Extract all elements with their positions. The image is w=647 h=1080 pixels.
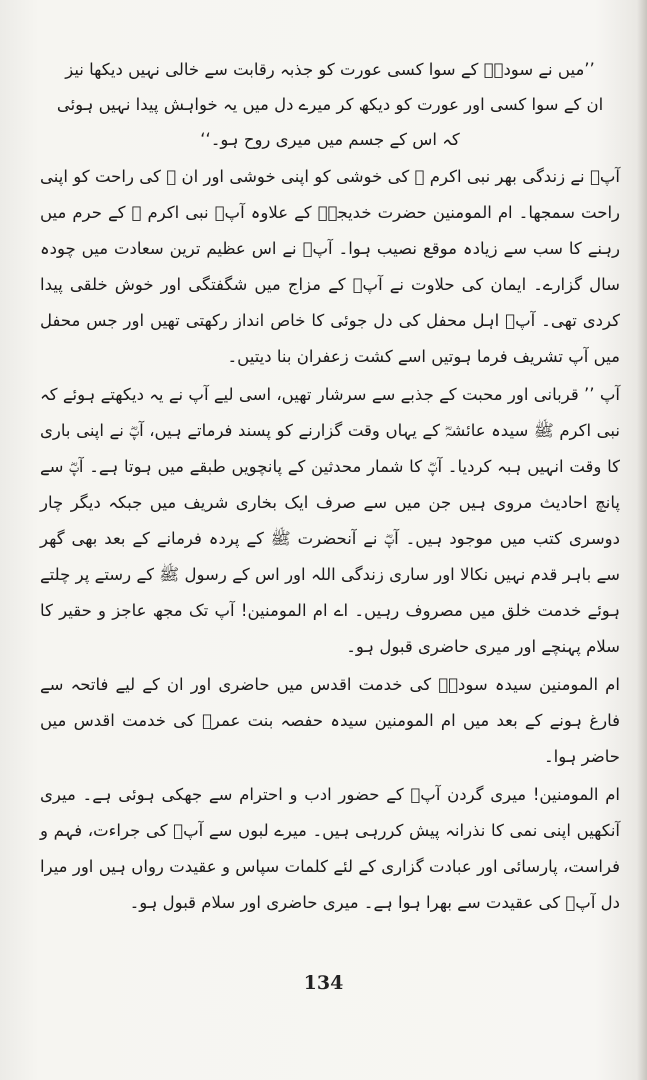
quote-line: ’’میں نے سودہؓ کے سوا کسی عورت کو جذبہ رقابت سے خالی نہیں دیکھا نیز xyxy=(65,60,595,79)
quote-line: ان کے سوا کسی اور عورت کو دیکھ کر میرے دل میں یہ خواہش پیدا نہیں ہوئی xyxy=(56,95,604,114)
quote-line: کہ اس کے جسم میں میری روح ہو۔‘‘ xyxy=(200,130,460,149)
paragraph: آپؓ نے زندگی بھر نبی اکرم ﷺ کی خوشی کو اپنی خوشی اور ان ﷺ کی راحت کو اپنی راحت سمجھا۔ ام المومنین حضرت خدیجہؓ کے علاوہ آپؓ نبی اکرم ﷺ کے حرم میں رہنے کا سب سے زیادہ موقع نصیب ہوا۔ آپؓ نے اس عظیم ترین سعادت میں چودہ سال گزارے۔ ایمان کی حلاوت نے آپؓ کے مزاج میں شگفتگی اور خوش خلقی پیدا کردی تھی۔ آپؓ اہل محفل کی دل جوئی کا خاص انداز رکھتی تھیں اور جس محفل میں آپ تشریف فرما ہوتیں اسے کشت زعفران بنا دیتیں۔ xyxy=(40,167,620,366)
page-number: 134 xyxy=(303,972,344,994)
page-text xyxy=(40,52,620,921)
paragraph: ام المومنین! میری گردن آپؓ کے حضور ادب و احترام سے جھکی ہوئی ہے۔ میری آنکھیں اپنی نمی کا نذرانہ پیش کررہی ہیں۔ میرے لبوں سے آپؓ کی جراءت، فہم و فراست، پارسائی اور عبادت گزاری کے لئے کلمات سپاس و عقیدت رواں ہیں اور میرا دل آپؓ کی عقیدت سے بھرا ہوا ہے۔ میری حاضری اور سلام قبول ہو۔ xyxy=(40,785,620,912)
page-edge-shadow xyxy=(637,0,647,1080)
paragraph: آپ ’’ قربانی اور محبت کے جذبے سے سرشار تھیں، اسی لیے آپ نے یہ دیکھتے ہوئے کہ نبی اکرم ﷺ سیدہ عائشہؓ کے یہاں وقت گزارنے کو پسند فرماتے ہیں، آپؓ نے اپنی باری کا وقت انہیں ہبہ کردیا۔ آپؓ کا شمار محدثین کے پانچویں طبقے میں ہوتا ہے۔ آپؓ سے پانچ احادیث مروی ہیں جن میں سے صرف ایک بخاری شریف میں جبکہ دیگر چار دوسری کتب میں موجود ہیں۔ آپؓ نے آنحضرت ﷺ کے پردہ فرمانے کے بعد بھی گھر سے باہر قدم نہیں نکالا اور ساری زندگی اللہ اور اس کے رسول ﷺ کے رستے پر چلتے ہوئے خدمت خلق میں مصروف رہیں۔ اے ام المومنین! آپ تک مجھ عاجز و حقیر کا سلام پہنچے اور میری حاضری قبول ہو۔ xyxy=(40,385,620,656)
paragraph: ام المومنین سیدہ سودہؓ کی خدمت اقدس میں حاضری اور ان کے لیے فاتحہ سے فارغ ہونے کے بعد میں ام المومنین سیدہ حفصہ بنت عمرؓ کی خدمت اقدس میں حاضر ہوا۔ xyxy=(40,675,620,766)
